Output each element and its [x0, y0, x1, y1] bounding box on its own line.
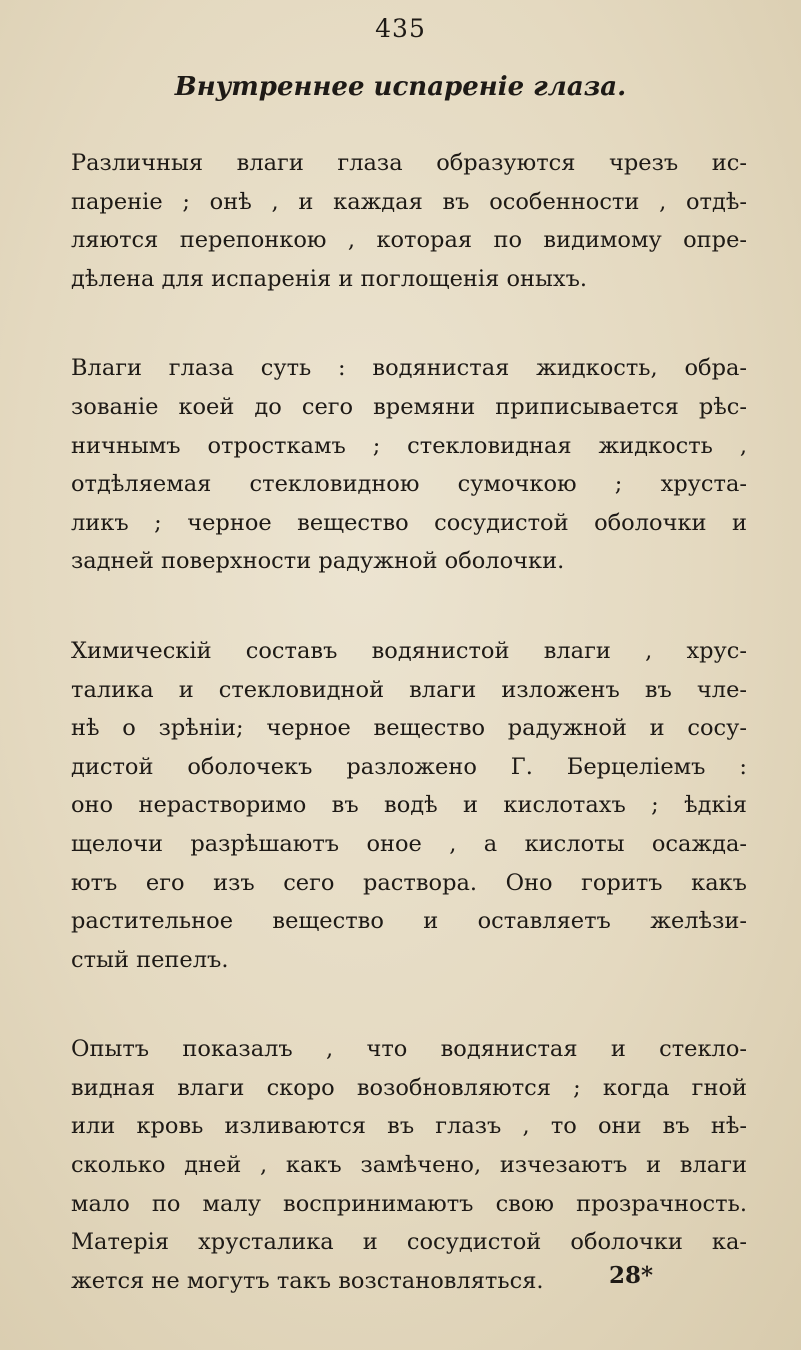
text-line: жется не могутъ такъ возстановляться. [71, 1267, 544, 1294]
paragraph-1 [71, 144, 747, 298]
text-line: талика и стекловидной влаги изложенъ въ чле- [71, 676, 747, 703]
text-line: Влаги глаза суть : водянистая жидкость, обра- [71, 355, 747, 382]
text-line: мало по малу воспринимаютъ свою прозрачность. [71, 1190, 747, 1217]
text-line: видная влаги скоро возобновляются ; когда гной [71, 1074, 747, 1101]
text-line: оно нерастворимо въ водѣ и кислотахъ ; ѣдкія [71, 792, 747, 819]
text-line: или кровь изливаются въ глазъ , то они въ нѣ- [71, 1113, 747, 1140]
text-line: растительное вещество и оставляетъ желѣзи- [71, 908, 747, 935]
text-line: стый пепелъ. [71, 946, 229, 973]
text-line: ничнымъ отросткамъ ; стекловидная жидкость , [71, 432, 747, 459]
text-line: щелочи разрѣшаютъ оное , а кислоты осажда- [71, 830, 747, 857]
signature-mark: 28* [609, 1262, 654, 1289]
text-line: зованіе коей до сего времяни приписывается рѣс- [71, 393, 747, 420]
text-line: Матерія хрусталика и сосудистой оболочки ка- [71, 1229, 747, 1256]
text-line: ютъ его изъ сего раствора. Оно горитъ какъ [71, 869, 747, 896]
text-line: нѣ о зрѣніи; черное вещество радужной и сосу- [71, 715, 747, 742]
section-title: Внутреннее испареніе глаза. [174, 72, 627, 102]
text-line: отдѣляемая стекловидною сумочкою ; хруста- [71, 471, 747, 498]
body-text [71, 144, 747, 1300]
text-line: дѣлена для испаренія и поглощенія оныхъ. [71, 265, 588, 292]
text-line: ликъ ; черное вещество сосудистой оболочки и [71, 509, 747, 536]
text-line: задней поверхности радужной оболочки. [71, 548, 565, 575]
text-line: Химическій составъ водянистой влаги , хрус- [71, 637, 747, 664]
text-line: ляются перепонкою , которая по видимому опре- [71, 227, 747, 254]
paragraph-2 [71, 349, 747, 581]
text-line: пареніе ; онѣ , и каждая въ особенности , отдѣ- [71, 188, 747, 215]
text-line: сколько дней , какъ замѣчено, изчезаютъ и влаги [71, 1152, 747, 1179]
text-line: дистой оболочекъ разложено Г. Берцеліемъ : [71, 753, 747, 780]
paragraph-3 [71, 632, 747, 979]
text-line: Различныя влаги глаза образуются чрезъ ис- [71, 150, 747, 176]
page-number: 435 [375, 14, 426, 43]
paragraph-4 [71, 1030, 747, 1300]
text-line: Опытъ показалъ , что водянистая и стекло- [71, 1036, 747, 1063]
